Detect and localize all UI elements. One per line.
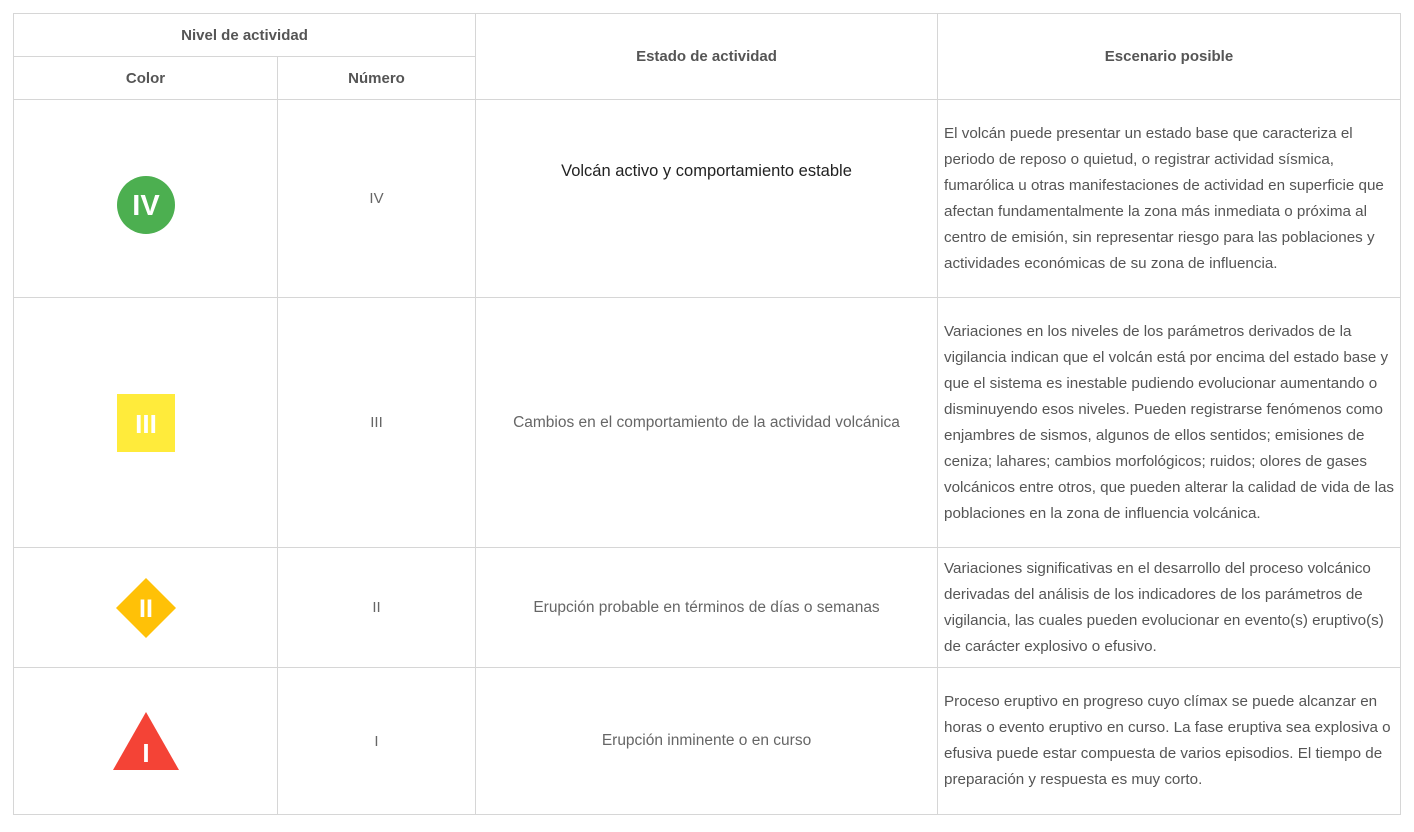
header-escenario-posible: Escenario posible — [938, 14, 1401, 100]
level-scenario: Variaciones significativas en el desarrollo del proceso volcánico derivadas del análisis de los indicadores de los parámetros de vigilancia, las cuales pueden evolucionar en evento(s) eruptivo(s) de carácter explosivo o efusivo. — [938, 548, 1401, 668]
red-triangle-icon — [111, 710, 181, 772]
green-circle-icon — [115, 174, 177, 236]
header-estado-actividad: Estado de actividad — [476, 14, 938, 100]
level-number: III — [278, 298, 476, 548]
header-nivel-actividad: Nivel de actividad — [14, 14, 476, 57]
svg-text:III: III — [134, 408, 157, 439]
level-number: IV — [278, 100, 476, 298]
table-row — [14, 298, 1401, 548]
level-scenario: El volcán puede presentar un estado base que caracteriza el periodo de reposo o quietud, o registrar actividad sísmica, fumarólica u otras manifestaciones de actividad en superficie que afectan fundamentalmente la zona más inmediata o próxima al centro de emisión, sin representar riesgo para las poblaciones y actividades económicas de su zona de influencia. — [938, 100, 1401, 298]
table-row — [14, 548, 1401, 668]
level-state: Volcán activo y comportamiento estable — [476, 100, 938, 298]
level-number: II — [278, 548, 476, 668]
level-state: Erupción probable en términos de días o semanas — [476, 548, 938, 668]
svg-text:IV: IV — [131, 189, 160, 222]
level-number: I — [278, 668, 476, 815]
header-color: Color — [14, 57, 278, 100]
table-row — [14, 100, 1401, 298]
level-scenario: Proceso eruptivo en progreso cuyo clímax se puede alcanzar en horas o evento eruptivo en curso. La fase eruptiva sea explosiva o efusiva puede estar compuesta de varios episodios. El tiempo de preparación y respuesta es muy corto. — [938, 668, 1401, 815]
table-row — [14, 668, 1401, 815]
activity-levels-table — [13, 13, 1401, 815]
level-state: Cambios en el comportamiento de la actividad volcánica — [476, 298, 938, 548]
level-color-cell — [14, 100, 278, 298]
level-color-cell — [14, 668, 278, 815]
svg-text:II: II — [138, 594, 153, 623]
level-state: Erupción inminente o en curso — [476, 668, 938, 815]
orange-diamond-icon — [115, 577, 177, 639]
header-numero: Número — [278, 57, 476, 100]
yellow-square-icon — [116, 393, 176, 453]
level-color-cell — [14, 298, 278, 548]
level-color-cell — [14, 548, 278, 668]
svg-text:I: I — [141, 738, 150, 768]
level-scenario: Variaciones en los niveles de los parámetros derivados de la vigilancia indican que el volcán está por encima del estado base y que el sistema es inestable pudiendo evolucionar aumentando o disminuyendo esos niveles. Pueden registrarse fenómenos como enjambres de sismos, algunos de ellos sentidos; emisiones de ceniza; lahares; cambios morfológicos; ruidos; olores de gases volcánicos entre otros, que pueden alterar la calidad de vida de las poblaciones en la zona de influencia volcánica. — [938, 298, 1401, 548]
